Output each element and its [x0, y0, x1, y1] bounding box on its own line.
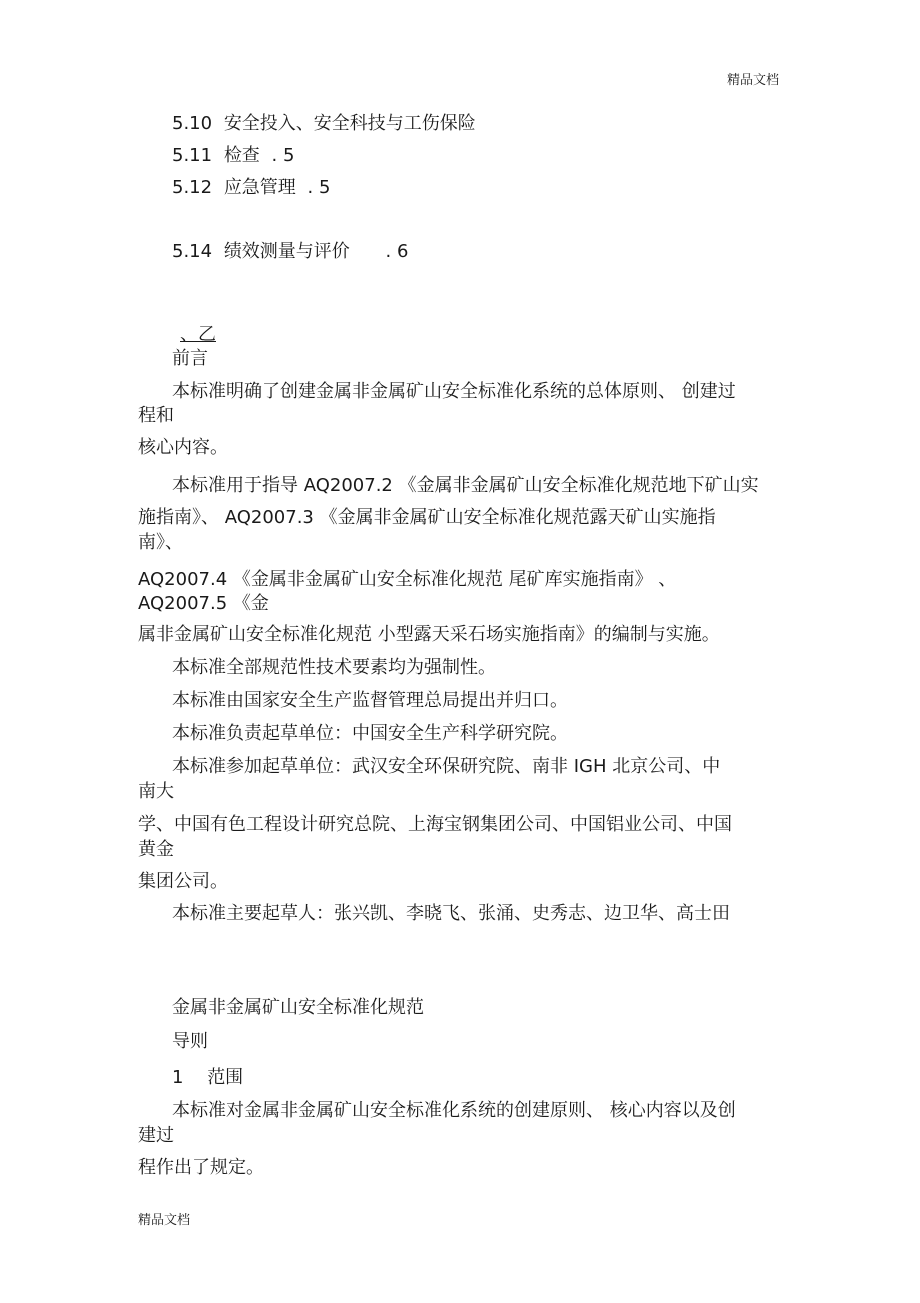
- toc-entry: [172, 145, 294, 167]
- foreword-line: 南大: [138, 781, 174, 802]
- toc-title: 绩效测量与评价: [223, 241, 350, 262]
- foreword-line: AQ2007.5 《金: [138, 593, 269, 614]
- foreword-line: 核心内容。: [138, 437, 228, 458]
- toc-entry: [172, 113, 476, 135]
- foreword-line: 施指南》、 AQ2007.3 《金属非金属矿山安全标准化规范露天矿山实施指: [138, 507, 716, 528]
- foreword-line: 程和: [138, 405, 174, 426]
- foreword-line: 本标准全部规范性技术要素均为强制性。: [172, 657, 496, 678]
- footer-watermark: 精品文档: [138, 1213, 191, 1228]
- toc-number: 5.10: [172, 113, 213, 134]
- scope-line: 本标准对金属非金属矿山安全标准化系统的创建原则、 核心内容以及创: [172, 1100, 736, 1121]
- toc-title: 检查: [223, 145, 260, 166]
- toc-number: 5.12: [172, 177, 213, 198]
- foreword-line: 本标准主要起草人：张兴凯、李晓飞、张涌、史秀志、边卫华、高士田: [172, 903, 730, 924]
- toc-title: 安全投入、安全科技与工伤保险: [223, 113, 476, 134]
- section-number: 1: [172, 1067, 184, 1088]
- toc-number: 5.14: [172, 241, 213, 262]
- foreword-line: 南》、: [138, 532, 183, 553]
- scope-line: 建过: [138, 1125, 174, 1146]
- toc-page: . 6: [385, 241, 409, 262]
- header-watermark: 精品文档: [727, 73, 780, 88]
- scope-line: 程作出了规定。: [138, 1157, 264, 1178]
- standard-title: 金属非金属矿山安全标准化规范: [172, 997, 424, 1018]
- section-heading: [172, 1067, 243, 1089]
- foreword-line: 属非金属矿山安全标准化规范 小型露天采石场实施指南》的编制与实施。: [138, 624, 720, 645]
- foreword-line: 本标准明确了创建金属非金属矿山安全标准化系统的总体原则、 创建过: [172, 381, 736, 402]
- foreword-line: 本标准用于指导 AQ2007.2 《金属非金属矿山安全标准化规范地下矿山实: [172, 475, 759, 496]
- toc-page: . 5: [271, 145, 295, 166]
- section-title: 范围: [207, 1067, 244, 1088]
- toc-page: . 5: [307, 177, 331, 198]
- standard-subtitle: 导则: [172, 1031, 208, 1052]
- toc-title: 应急管理: [223, 177, 296, 198]
- foreword-line: 本标准负责起草单位：中国安全生产科学研究院。: [172, 723, 568, 744]
- foreword-heading: 前言: [172, 348, 208, 369]
- toc-entry: [172, 241, 408, 263]
- toc-entry: [172, 177, 330, 199]
- foreword-line: 学、中国有色工程设计研究总院、上海宝钢集团公司、中国铝业公司、中国: [138, 814, 732, 835]
- toc-number: 5.11: [172, 145, 213, 166]
- foreword-line: AQ2007.4 《金属非金属矿山安全标准化规范 尾矿库实施指南》 、: [138, 569, 677, 590]
- foreword-line: 本标准由国家安全生产监督管理总局提出并归口。: [172, 690, 568, 711]
- foreword-line: 集团公司。: [138, 871, 228, 892]
- foreword-line: 黄金: [138, 839, 174, 860]
- stray-mark: 、乙: [180, 324, 216, 345]
- foreword-line: 本标准参加起草单位：武汉安全环保研究院、南非 IGH 北京公司、中: [172, 756, 721, 777]
